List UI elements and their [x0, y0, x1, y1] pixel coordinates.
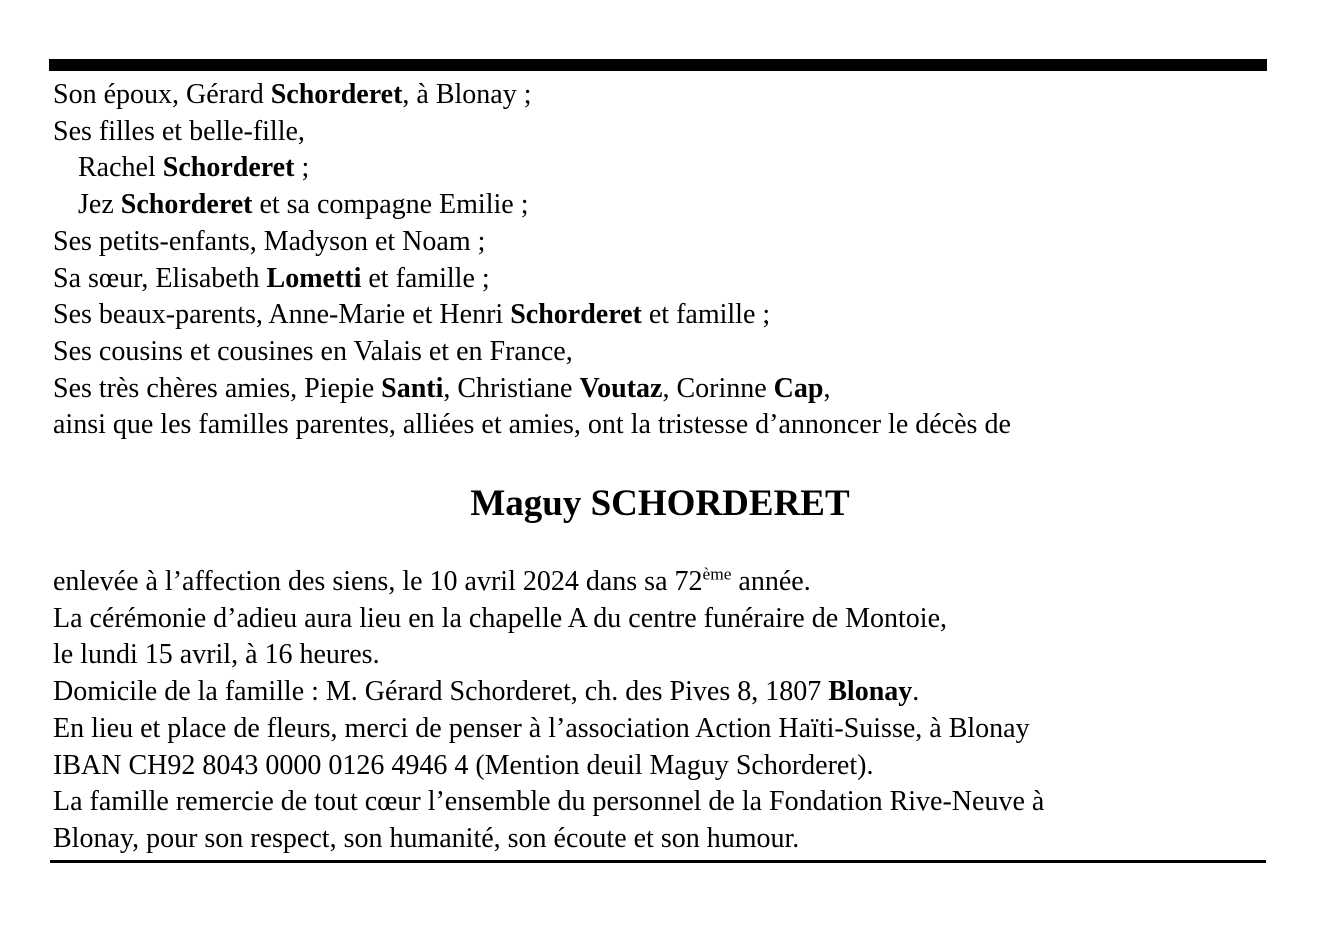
text-segment: Ses très chères amies, Piepie: [53, 372, 382, 404]
text-segment: le lundi 15 avril, à 16 heures.: [53, 639, 380, 671]
text-segment: , Corinne: [662, 372, 774, 404]
surname-bold: Schorderet: [162, 152, 295, 184]
bottom-divider-rule: [50, 860, 1266, 863]
family-line: [53, 407, 1267, 444]
text-segment: Ses cousins et cousines en Valais et en France,: [53, 335, 573, 367]
text-segment: ainsi que les familles parentes, alliées et amies, ont la tristesse d’annoncer le décès de: [53, 409, 1011, 441]
surname-bold: Santi: [381, 372, 444, 404]
surname-bold: Voutaz: [579, 372, 663, 404]
text-segment: Son époux, Gérard: [53, 79, 271, 110]
text-segment: , Christiane: [443, 372, 580, 404]
family-line: [53, 187, 1267, 224]
details-line: [53, 674, 1267, 711]
details-line: [53, 564, 1267, 601]
details-line: [53, 711, 1267, 748]
details-line: [53, 748, 1267, 785]
surname-bold: Schorderet: [270, 79, 403, 110]
family-line: [53, 334, 1267, 371]
notice-content: [53, 77, 1267, 858]
details-line: [53, 784, 1267, 821]
text-segment: et sa compagne Emilie ;: [252, 189, 529, 221]
text-segment: année.: [731, 566, 811, 598]
surname-bold: Schorderet: [120, 189, 253, 221]
details-line: [53, 637, 1267, 674]
text-segment: ;: [294, 152, 310, 184]
family-line: [53, 261, 1267, 298]
surname-bold: Cap: [773, 372, 824, 404]
text-segment: et famille ;: [361, 262, 490, 294]
surname-bold: Lometti: [266, 262, 362, 294]
text-segment: La famille remercie de tout cœur l’ensemble du personnel de la Fondation Rive-Neuve à: [53, 786, 1045, 818]
text-segment: enlevée à l’affection des siens, le 10 avril 2024 dans sa 72: [53, 566, 703, 598]
ordinal-superscript: ème: [702, 564, 732, 584]
text-segment: Ses filles et belle-fille,: [53, 115, 305, 147]
text-segment: Sa sœur, Elisabeth: [53, 262, 267, 294]
family-line: [53, 371, 1267, 408]
family-line: [53, 150, 1267, 187]
family-line: [53, 297, 1267, 334]
top-divider-rule: [49, 59, 1267, 71]
family-line: [53, 77, 1267, 114]
family-line: [53, 114, 1267, 151]
deceased-name-title: Maguy SCHORDERET: [470, 483, 850, 525]
text-segment: Ses beaux-parents, Anne-Marie et Henri: [53, 299, 511, 331]
text-segment: Jez: [78, 189, 121, 221]
text-segment: et famille ;: [641, 299, 771, 331]
family-block: [53, 77, 1267, 444]
details-line: [53, 601, 1267, 638]
text-segment: , à Blonay ;: [402, 79, 532, 110]
text-segment: Blonay, pour son respect, son humanité, son écoute et son humour.: [53, 822, 800, 854]
place-bold: Blonay: [828, 676, 913, 708]
text-segment: Ses petits-enfants, Madyson et Noam ;: [53, 225, 486, 257]
text-segment: Rachel: [78, 152, 163, 184]
family-line: [53, 224, 1267, 261]
text-segment: ,: [823, 372, 831, 404]
text-segment: .: [912, 676, 920, 708]
text-segment: La cérémonie d’adieu aura lieu en la chapelle A du centre funéraire de Montoie,: [53, 602, 948, 634]
iban-text: IBAN CH92 8043 0000 0126 4946 4 (Mention deuil Maguy Schorderet).: [53, 749, 874, 781]
text-segment: Domicile de la famille : M. Gérard Schorderet, ch. des Pives 8, 1807: [53, 676, 829, 708]
details-line: [53, 821, 1267, 858]
details-block: [53, 564, 1267, 858]
text-segment: En lieu et place de fleurs, merci de penser à l’association Action Haïti-Suisse, à Blonay: [53, 712, 1030, 744]
surname-bold: Schorderet: [510, 299, 642, 331]
